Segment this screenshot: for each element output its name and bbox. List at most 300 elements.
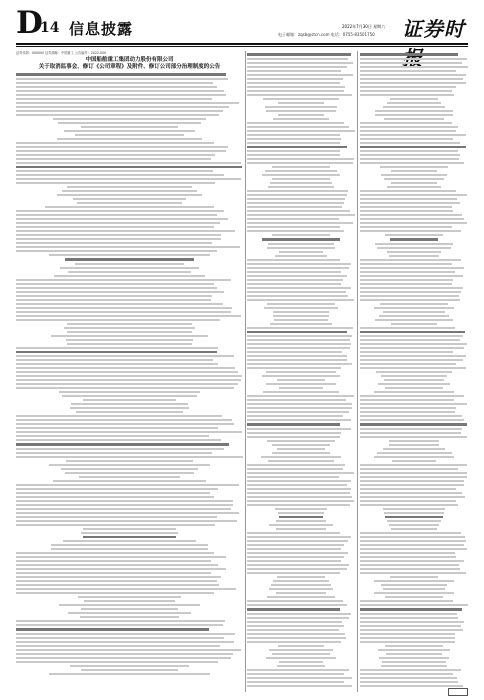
text-line: [247, 564, 349, 566]
text-line: [45, 206, 214, 208]
text-line: [51, 544, 208, 546]
text-line: [16, 435, 209, 437]
text-line: [247, 600, 343, 602]
text-line: [360, 564, 459, 566]
text-line: [360, 58, 467, 60]
text-line: [268, 243, 334, 245]
text-line: [360, 263, 452, 265]
text-line: [247, 432, 341, 434]
text-line: [267, 440, 335, 442]
text-line: [16, 114, 219, 116]
text-line: [360, 331, 465, 334]
text-line: [247, 339, 350, 341]
text-line: [360, 625, 461, 627]
text-line: [67, 331, 193, 333]
text-line: [247, 500, 354, 502]
text-line: [16, 295, 212, 297]
text-line: [49, 254, 210, 256]
text-line: [16, 230, 235, 232]
text-line: [360, 637, 455, 639]
text-line: [360, 540, 466, 542]
text-line: [385, 387, 443, 389]
text-line: [360, 162, 464, 164]
text-line: [360, 259, 461, 261]
text-line: [360, 194, 467, 196]
text-line: [247, 464, 345, 466]
text-line: [16, 150, 226, 152]
text-line: [62, 190, 197, 192]
text-line: [389, 524, 438, 526]
text-line: [70, 665, 189, 667]
text-line: [247, 685, 352, 687]
text-line: [247, 641, 341, 643]
text-line: [247, 287, 351, 289]
text-line: [16, 520, 237, 522]
middle-column: [247, 51, 355, 692]
text-line: [81, 126, 178, 128]
text-line: [278, 102, 325, 104]
text-line: [49, 673, 210, 675]
text-line: [16, 246, 240, 248]
text-line: [247, 267, 349, 269]
text-line: [16, 299, 211, 301]
text-line: [16, 174, 224, 176]
text-line: [266, 110, 336, 112]
text-line: [360, 484, 464, 486]
text-line: [247, 488, 351, 490]
text-line: [268, 186, 335, 188]
text-line: [360, 74, 466, 76]
text-line: [360, 210, 453, 212]
text-line: [247, 548, 341, 550]
text-line: [389, 440, 440, 442]
text-line: [247, 226, 340, 228]
text-line: [276, 520, 326, 522]
text-line: [247, 66, 347, 68]
text-line: [375, 114, 454, 116]
text-line: [65, 472, 193, 474]
text-line: [360, 275, 463, 277]
text-line: [360, 556, 456, 558]
text-line: [273, 311, 330, 313]
text-line: [374, 456, 453, 458]
text-line: [247, 492, 350, 494]
text-line: [247, 122, 344, 124]
text-line: [16, 516, 217, 518]
text-line: [16, 315, 241, 317]
text-line: [265, 106, 336, 108]
text-line: [16, 210, 224, 212]
text-line: [61, 468, 198, 470]
text-line: [247, 263, 351, 265]
text-line: [360, 359, 463, 361]
text-line: [16, 158, 211, 160]
text-line: [379, 657, 448, 659]
text-line: [247, 496, 352, 498]
text-line: [273, 118, 329, 120]
text-line: [360, 532, 461, 534]
text-line: [391, 170, 437, 172]
text-line: [272, 444, 331, 446]
text-line: [272, 178, 331, 180]
middle-body-text: [247, 53, 355, 687]
text-line: [247, 271, 341, 273]
text-line: [247, 355, 347, 357]
text-line: [360, 70, 456, 72]
text-line: [272, 653, 329, 655]
text-line: [16, 319, 220, 321]
text-line: [278, 114, 324, 116]
text-line: [247, 90, 344, 92]
text-line: [360, 206, 452, 208]
text-line: [247, 62, 353, 64]
text-line: [247, 218, 339, 220]
text-line: [247, 633, 345, 635]
text-line: [16, 363, 218, 365]
text-line: [16, 98, 212, 100]
page-letter: D: [16, 5, 43, 41]
text-line: [381, 665, 447, 667]
text-line: [360, 476, 467, 478]
date-line: 2022年7月30日 星期六: [342, 24, 386, 29]
text-line: [383, 448, 444, 450]
text-line: [360, 480, 464, 482]
text-line: [16, 456, 243, 458]
text-line: [16, 452, 212, 454]
text-line: [384, 118, 443, 120]
text-line: [383, 311, 444, 313]
text-line: [76, 411, 184, 413]
text-line: [16, 423, 234, 425]
text-line: [277, 448, 324, 450]
text-line: [360, 218, 464, 220]
text-line: [360, 271, 455, 273]
text-line: [16, 431, 242, 433]
text-line: [360, 423, 467, 426]
text-line: [267, 247, 335, 249]
text-line: [360, 399, 454, 401]
text-line: [360, 130, 456, 132]
text-line: [374, 307, 454, 309]
text-line: [360, 395, 464, 397]
text-line: [78, 596, 182, 598]
text-line: [16, 287, 217, 289]
text-line: [262, 375, 340, 377]
text-line: [247, 613, 351, 615]
text-line: [380, 303, 447, 305]
text-line: [360, 500, 456, 502]
text-line: [247, 472, 354, 474]
text-line: [386, 653, 442, 655]
text-line: [247, 295, 348, 297]
announcement-title: 关于取消监事会、修订《公司章程》及附件、修订公司部分治理制度的公告: [38, 64, 221, 70]
text-line: [16, 351, 217, 354]
text-line: [360, 335, 463, 337]
text-line: [263, 98, 339, 100]
text-line: [59, 604, 199, 606]
text-line: [383, 508, 445, 510]
text-line: [53, 480, 207, 482]
text-line: [77, 202, 181, 204]
text-line: [79, 476, 180, 478]
text-line: [383, 588, 445, 590]
text-line: [247, 617, 349, 619]
text-line: [360, 572, 466, 574]
text-line: [16, 649, 241, 651]
text-line: [247, 279, 343, 281]
text-line: [360, 222, 467, 224]
text-line: [247, 669, 349, 671]
text-line: [54, 275, 205, 277]
text-line: [16, 552, 214, 554]
text-line: [274, 319, 329, 321]
text-line: [16, 556, 226, 558]
text-line: [16, 90, 224, 92]
text-line: [83, 399, 176, 401]
text-line: [16, 448, 224, 450]
text-line: [277, 576, 326, 578]
text-line: [374, 391, 455, 393]
text-line: [268, 460, 333, 462]
text-line: [67, 323, 193, 325]
text-line: [375, 319, 454, 321]
text-line: [247, 190, 348, 192]
text-line: [360, 548, 467, 550]
text-line: [273, 315, 329, 317]
text-line: [16, 653, 233, 655]
text-line: [65, 258, 193, 261]
text-line: [247, 476, 339, 478]
text-line: [262, 174, 340, 176]
text-line: [247, 134, 340, 136]
text-line: [57, 138, 201, 140]
text-line: [16, 645, 220, 647]
text-line: [59, 391, 201, 393]
text-line: [269, 588, 334, 590]
text-line: [247, 419, 351, 421]
column-divider: [245, 51, 246, 692]
text-line: [360, 536, 465, 538]
text-line: [377, 452, 452, 454]
header-rule: [16, 43, 468, 45]
text-line: [247, 411, 349, 413]
text-line: [16, 142, 214, 144]
text-line: [16, 250, 217, 252]
text-line: [247, 74, 353, 76]
text-line: [247, 70, 341, 72]
text-line: [279, 516, 323, 519]
text-line: [360, 267, 464, 269]
text-line: [247, 608, 340, 611]
text-line: [360, 673, 453, 675]
text-line: [379, 315, 449, 317]
text-line: [75, 134, 184, 136]
text-line: [360, 641, 455, 643]
text-line: [247, 142, 340, 144]
text-line: [382, 661, 446, 663]
text-line: [360, 464, 467, 466]
text-line: [381, 174, 446, 176]
text-line: [247, 78, 343, 80]
text-line: [16, 592, 214, 594]
text-line: [51, 335, 208, 337]
text-line: [75, 263, 185, 265]
text-line: [16, 379, 241, 381]
text-line: [266, 383, 336, 385]
text-line: [16, 214, 217, 216]
text-line: [57, 194, 201, 196]
text-line: [60, 267, 199, 269]
text-line: [360, 66, 468, 68]
text-line: [360, 681, 458, 683]
text-line: [360, 287, 463, 289]
text-line: [360, 419, 464, 421]
text-line: [247, 423, 340, 426]
text-line: [391, 323, 437, 325]
text-line: [16, 488, 218, 490]
text-line: [83, 536, 175, 539]
text-line: [360, 122, 452, 124]
text-line: [16, 500, 233, 502]
text-line: [279, 387, 322, 389]
page-number: 14: [40, 20, 60, 36]
text-line: [390, 98, 438, 100]
text-line: [360, 669, 461, 671]
text-line: [360, 291, 461, 293]
text-line: [64, 130, 194, 132]
text-line: [275, 508, 328, 510]
text-line: [16, 359, 213, 361]
text-line: [16, 106, 229, 108]
text-line: [16, 620, 225, 622]
text-line: [360, 621, 464, 623]
text-line: [381, 375, 447, 377]
text-line: [360, 677, 457, 679]
text-line: [360, 82, 466, 84]
text-line: [374, 592, 454, 594]
text-line: [266, 371, 336, 373]
text-line: [375, 110, 452, 112]
text-line: [378, 383, 450, 385]
text-line: [68, 271, 191, 273]
text-line: [247, 552, 348, 554]
text-line: [392, 460, 436, 462]
text-line: [247, 395, 354, 397]
text-line: [375, 243, 453, 245]
text-line: [68, 612, 191, 614]
text-line: [360, 347, 464, 349]
text-line: [16, 568, 226, 570]
text-line: [247, 202, 344, 204]
text-line: [247, 126, 349, 128]
stock-name: 证券简称：中国重工: [45, 51, 74, 55]
text-line: [247, 536, 351, 538]
text-line: [247, 532, 340, 534]
text-line: [81, 669, 178, 671]
text-line: [247, 275, 347, 277]
text-line: [278, 645, 325, 647]
text-line: [247, 540, 348, 542]
text-line: [16, 633, 235, 635]
text-line: [247, 351, 342, 353]
text-line: [247, 504, 350, 506]
text-line: [360, 53, 458, 56]
text-line: [16, 641, 234, 643]
text-line: [16, 375, 242, 377]
text-line: [51, 548, 209, 550]
text-line: [16, 242, 212, 244]
text-line: [360, 230, 461, 232]
text-line: [360, 62, 462, 64]
text-line: [16, 628, 209, 631]
text-line: [16, 234, 221, 236]
right-column: [360, 51, 468, 692]
text-line: [66, 339, 193, 341]
text-line: [374, 580, 453, 582]
text-line: [360, 94, 454, 96]
text-line: [278, 512, 325, 514]
text-line: [16, 439, 221, 441]
text-line: [266, 657, 336, 659]
text-line: [265, 170, 338, 172]
text-line: [247, 150, 340, 152]
text-line: [384, 512, 444, 514]
text-line: [16, 661, 218, 663]
text-line: [272, 234, 330, 236]
text-line: [360, 415, 462, 417]
text-line: [360, 496, 465, 498]
text-line: [247, 347, 350, 349]
text-line: [385, 234, 443, 236]
text-line: [16, 226, 214, 228]
text-line: [16, 86, 217, 88]
text-line: [360, 604, 468, 606]
text-line: [247, 480, 351, 482]
text-line: [360, 90, 452, 92]
text-line: [272, 452, 330, 454]
text-line: [16, 492, 210, 494]
text-line: [247, 403, 352, 405]
text-line: [384, 379, 444, 381]
text-line: [247, 621, 342, 623]
text-line: [16, 580, 217, 582]
text-line: [385, 516, 442, 519]
text-line: [247, 158, 354, 160]
text-line: [16, 572, 211, 574]
text-line: [360, 560, 464, 562]
text-line: [275, 255, 327, 257]
text-line: [16, 367, 235, 369]
text-line: [360, 202, 460, 204]
text-line: [360, 617, 458, 619]
text-line: [67, 343, 193, 345]
text-line: [73, 198, 186, 200]
text-line: [247, 637, 346, 639]
text-line: [247, 560, 341, 562]
text-line: [360, 504, 458, 506]
text-line: [360, 472, 467, 474]
text-line: [16, 182, 215, 184]
text-line: [360, 367, 466, 369]
text-line: [360, 411, 455, 413]
text-line: [16, 311, 231, 313]
section-title: 信息披露: [69, 20, 134, 38]
text-line: [247, 677, 352, 679]
text-line: [16, 307, 232, 309]
text-line: [360, 432, 461, 434]
text-line: [389, 444, 438, 446]
text-line: [247, 86, 345, 88]
